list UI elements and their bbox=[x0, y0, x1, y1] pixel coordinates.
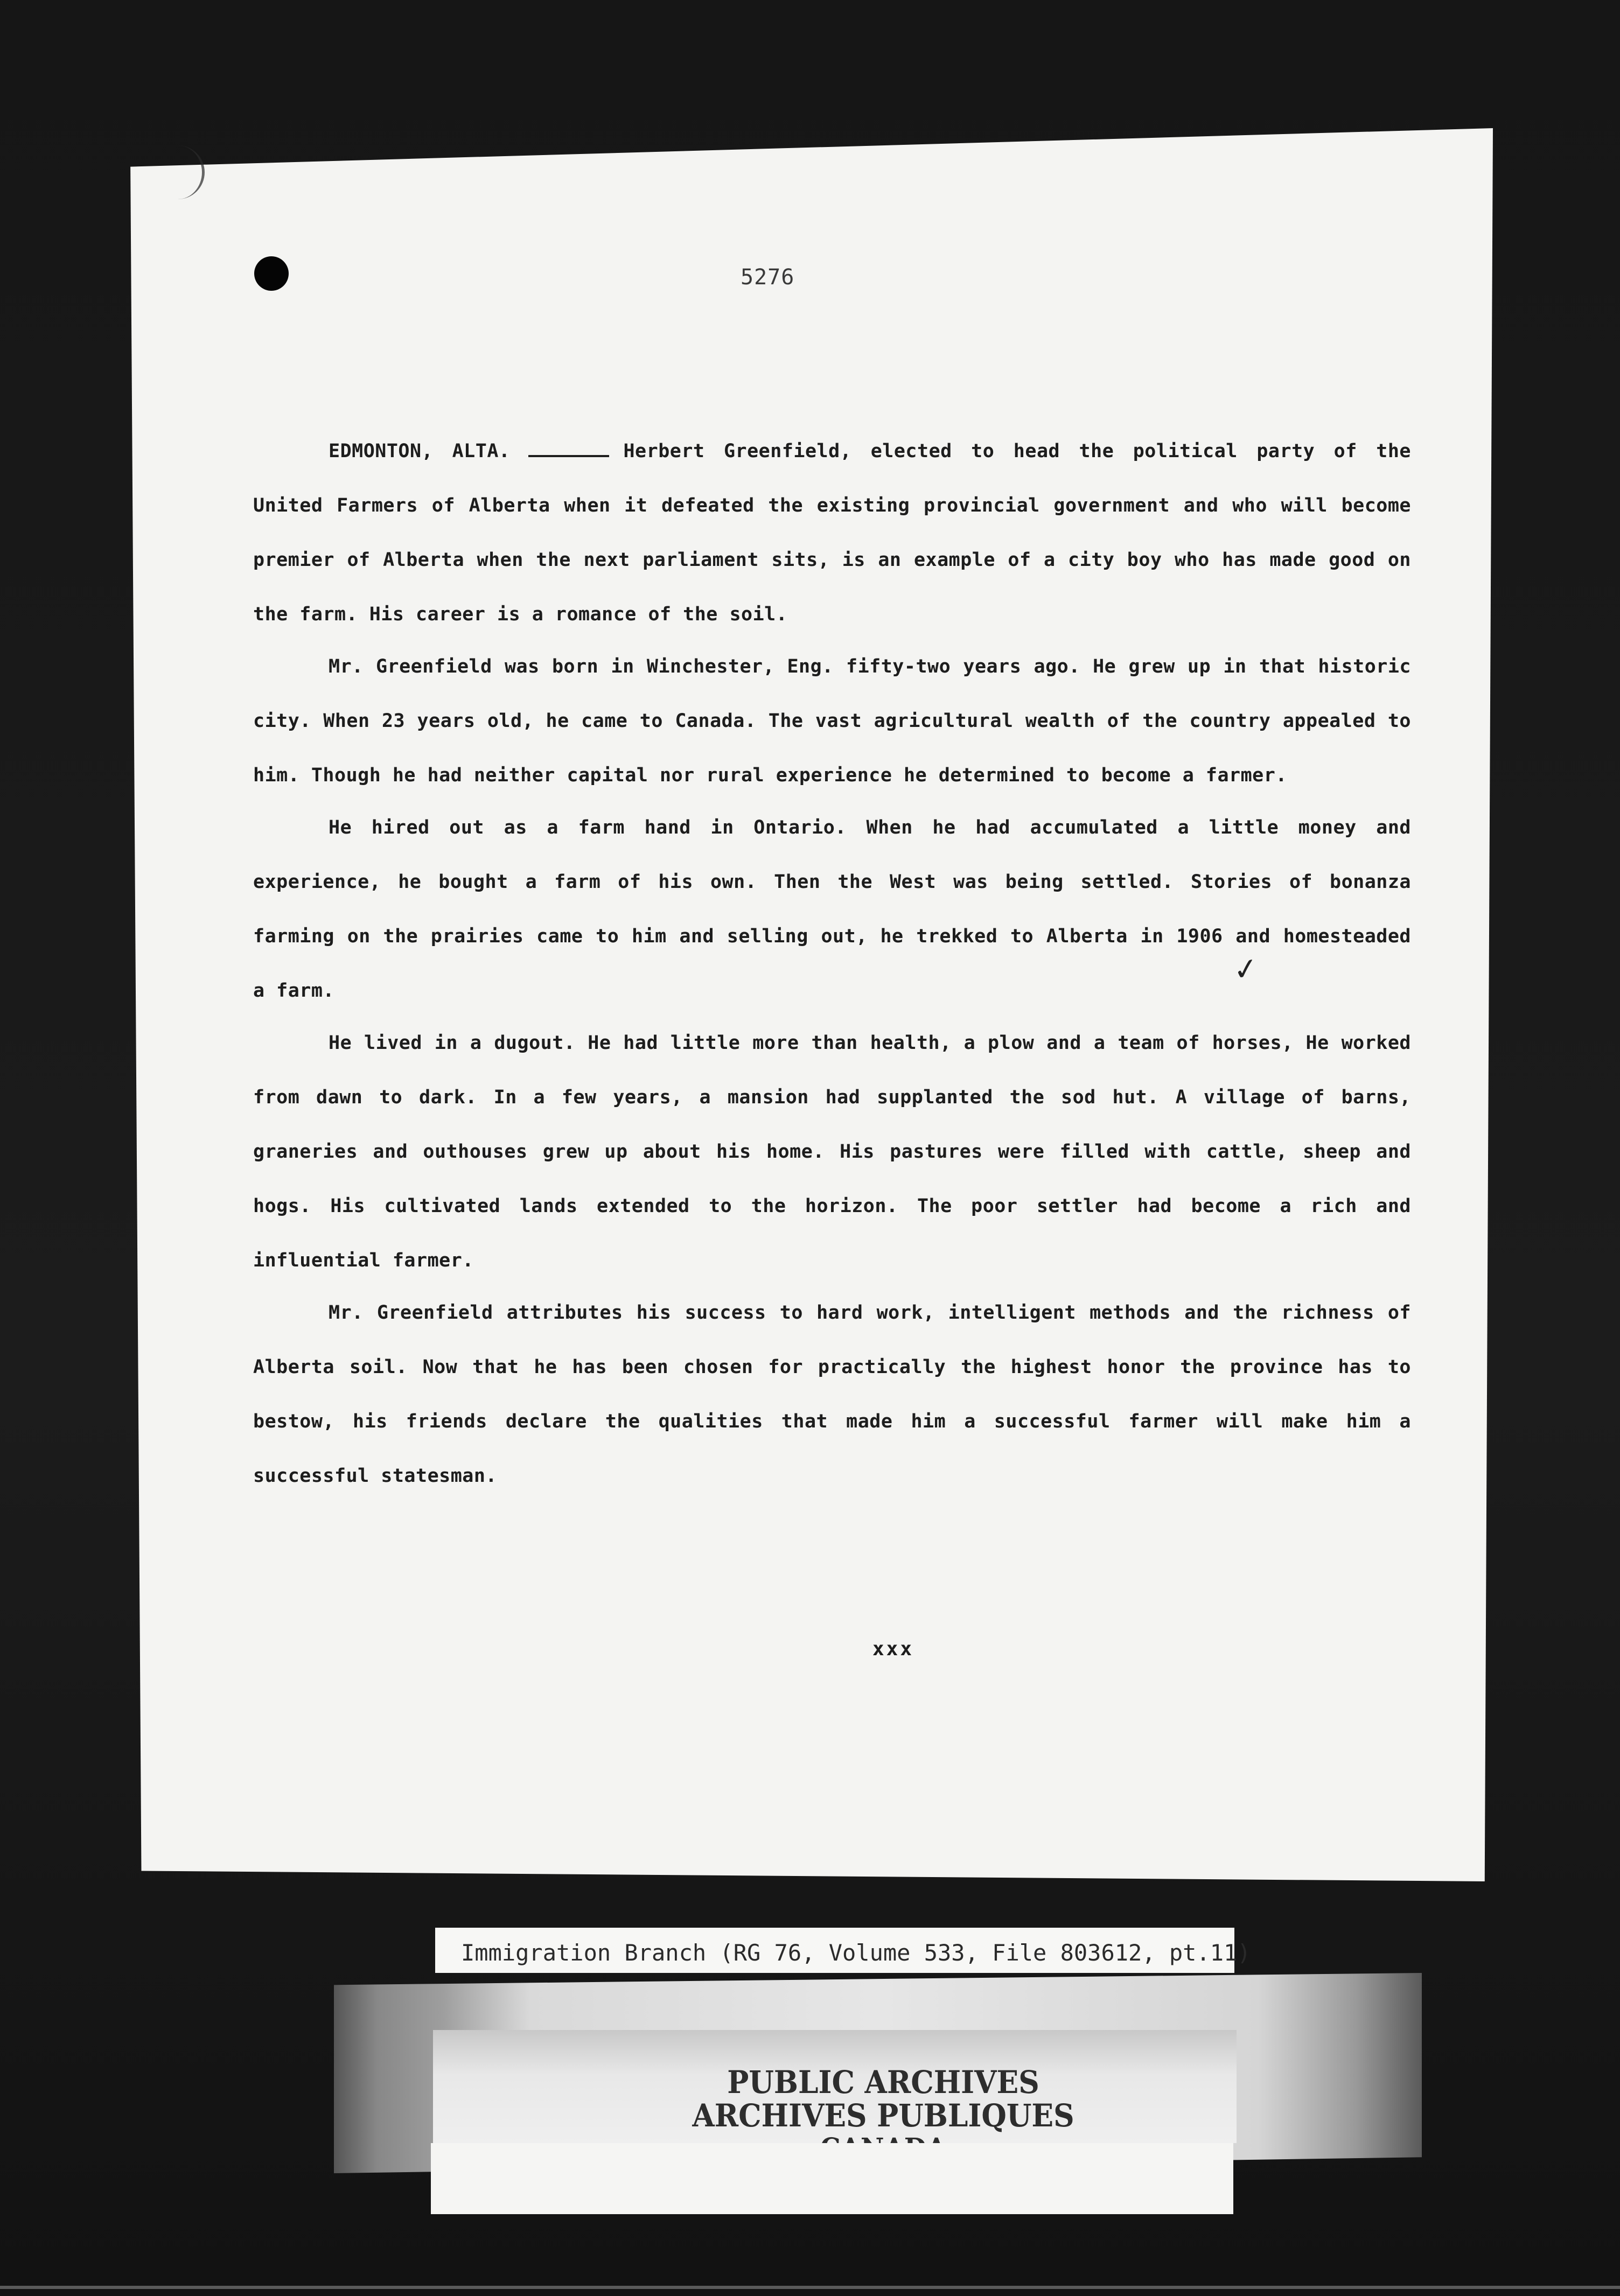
citation-text: Immigration Branch (RG 76, Volume 533, File 803612, pt.11) bbox=[461, 1940, 1251, 1966]
dateline-rule bbox=[528, 455, 609, 457]
paragraph-5: Mr. Greenfield attributes his success to hard work, intelligent methods and the richness of Alberta soil. Now that he has been chosen for practically the highest honor the province has to bestow, his friends declare the qualities that made him a successful farmer will make him a successful statesman. bbox=[253, 1302, 1411, 1487]
paragraph-4: He lived in a dugout. He had little more than health, a plow and a team of horses, He worked from dawn to dark. In a few years, a mansion had supplanted the sod hut. A village of barns, graneries and outhouses grew up about his home. His pastures were filled with cattle, sheep and hogs. His cultivated lands extended to the horizon. The poor settler had become a rich and influential farmer. bbox=[253, 1032, 1411, 1271]
citation-label bbox=[435, 1928, 1251, 1973]
end-mark: xxx bbox=[872, 1638, 914, 1660]
paragraph-3: He hired out as a farm hand in Ontario. When he had accumulated a little money and experience, he bought a farm of his own. Then the West was being settled. Stories of bonanza farming on the prairies came to him and selling out, he trekked to Alberta in 1906 and homesteaded a farm. bbox=[253, 817, 1411, 1002]
punch-hole bbox=[254, 256, 289, 291]
paragraph-2: Mr. Greenfield was born in Winchester, Eng. fifty-two years ago. He grew up in that historic city. When 23 years old, he came to Canada. The vast agricultural wealth of the country appealed to him. Though he had neither capital nor rural experience he determined to become a farmer. bbox=[253, 656, 1411, 786]
paragraph-1 bbox=[253, 424, 1411, 642]
stamp-line-public-archives: PUBLIC ARCHIVES bbox=[727, 2064, 1039, 2101]
film-edge bbox=[0, 2286, 1620, 2289]
page-number: 5276 bbox=[741, 265, 795, 290]
stamp-line-archives-publiques: ARCHIVES PUBLIQUES bbox=[692, 2097, 1074, 2134]
dateline: EDMONTON, ALTA. bbox=[329, 440, 511, 462]
paragraph-1-text: Herbert Greenfield, elected to head the political party of the United Farmers of Alberta when it defeated the existing provincial government and who will become premier of Alberta when the next parliament sits, is an example of a city boy who has made good on the farm. His career is a romance of the soil. bbox=[253, 440, 1412, 625]
handwritten-check-mark: ✓ bbox=[1231, 950, 1261, 989]
label-card-bottom bbox=[431, 2143, 1233, 2214]
